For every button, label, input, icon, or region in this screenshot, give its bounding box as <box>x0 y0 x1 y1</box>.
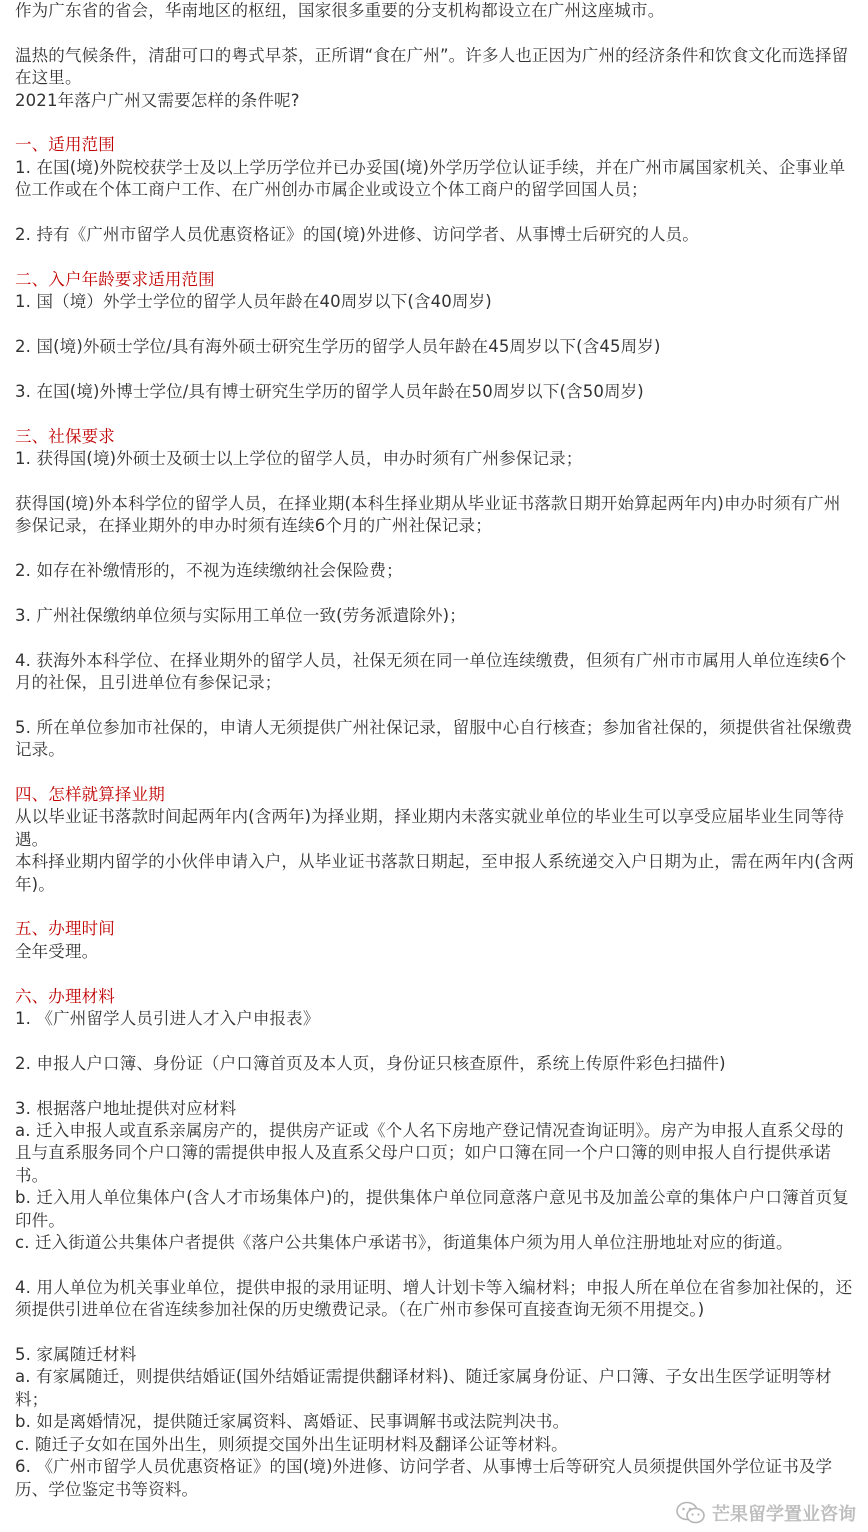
blank-line <box>15 1030 855 1052</box>
paragraph: 本科择业期内留学的小伙伴申请入户，从毕业证书落款日期起，至申报人系统递交入户日期为止，需在两年内(含两年)。 <box>15 852 855 894</box>
paragraph: 温热的气候条件，清甜可口的粤式早茶，正所谓“食在广州”。许多人也正因为广州的经济条件和饮食文化而选择留在这里。 <box>15 45 849 88</box>
paragraph: 获得国(境)外本科学位的留学人员，在择业期(本科生择业期从毕业证书落款日期开始算起两年内)申办时须有广州参保记录，在择业期外的申办时须有连续6个月的广州社保记录； <box>15 493 841 536</box>
paragraph: 2. 如存在补缴情形的，不视为连续缴纳社会保险费； <box>15 561 403 581</box>
paragraph: a. 有家属随迁，则提供结婚证(国外结婚证需提供翻译材料)、随迁家属身份证、户口簿、子女出生医学证明等材料； <box>15 1367 832 1409</box>
paragraph: 5. 所在单位参加市社保的，申请人无须提供广州社保记录，留服中心自行核查；参加省社保的，须提供省社保缴费记录。 <box>15 717 853 760</box>
paragraph: 全年受理。 <box>15 941 99 961</box>
section-heading: 三、社保要求 <box>15 426 115 446</box>
blank-line <box>15 314 855 336</box>
paragraph: 3. 广州社保缴纳单位须与实际用工单位一致(劳务派遣除外)； <box>15 605 466 625</box>
paragraph: 1. 获得国(境)外硕士及硕士以上学位的留学人员，申办时须有广州参保记录； <box>15 449 583 469</box>
section-heading: 一、适用范围 <box>15 135 115 155</box>
blank-line <box>15 1254 855 1276</box>
blank-line <box>15 694 855 716</box>
blank-line <box>15 358 855 380</box>
blank-line <box>15 963 855 985</box>
watermark <box>676 1496 856 1530</box>
paragraph: 2. 申报人户口簿、身份证（户口簿首页及本人页，身份证只核查原件，系统上传原件彩色扫描件) <box>15 1053 726 1073</box>
paragraph: 6. 《广州市留学人员优惠资格证》的国(境)外进修、访问学者、从事博士后等研究人员须提供国外学位证书及学历、学位鉴定书等资料。 <box>15 1457 833 1499</box>
paragraph: a. 迁入申报人或直系亲属房产的，提供房产证或《个人名下房地产登记情况查询证明》。房产为申报人直系父母的且与直系服务同个户口簿的需提供申报人及直系父母户口页；如户口簿在同一个户口簿的则申报人自行提供承诺书。 <box>15 1121 844 1185</box>
paragraph: 4. 获海外本科学位、在择业期外的留学人员，社保无须在同一单位连续缴费，但须有广州市市属用人单位连续6个月的社保，且引进单位有参保记录； <box>15 650 847 693</box>
paragraph: b. 如是离婚情况，提供随迁家属资料、离婚证、民事调解书或法院判决书。 <box>15 1412 570 1432</box>
blank-line <box>15 627 855 649</box>
blank-line <box>15 896 855 918</box>
blank-line <box>15 202 855 224</box>
blank-line <box>15 582 855 604</box>
paragraph: 5. 家属随迁材料 <box>15 1345 137 1365</box>
paragraph: 2. 国(境)外硕士学位/具有海外硕士研究生学历的留学人员年龄在45周岁以下(含45周岁) <box>15 337 661 357</box>
section-heading: 四、怎样就算择业期 <box>15 785 165 805</box>
section-heading: 六、办理材料 <box>15 986 115 1006</box>
blank-line <box>15 112 855 134</box>
paragraph: b. 迁入用人单位集体户(含人才市场集体户)的，提供集体户单位同意落户意见书及加盖公章的集体户户口簿首页复印件。 <box>15 1188 849 1230</box>
article-body <box>15 0 855 1501</box>
blank-line <box>15 22 855 44</box>
blank-line <box>15 1075 855 1097</box>
watermark-text: 芒果留学置业咨询 <box>712 1504 856 1525</box>
paragraph: 2021年落户广州又需要怎样的条件呢? <box>15 90 300 110</box>
blank-line <box>15 1322 855 1344</box>
paragraph: 1. 在国(境)外院校获学士及以上学历学位并已办妥国(境)外学历学位认证手续，并在广州市属国家机关、企事业单位工作或在个体工商户工作、在广州创办市属企业或设立个体工商户的留学回国人员； <box>15 157 846 200</box>
paragraph: 4. 用人单位为机关事业单位，提供申报的录用证明、增人计划卡等入编材料；申报人所在单位在省参加社保的，还须提供引进单位在省连续参加社保的历史缴费记录。（在广州市参保可直接查询无须不用提交。) <box>15 1277 853 1320</box>
blank-line <box>15 470 855 492</box>
paragraph: 2. 持有《广州市留学人员优惠资格证》的国(境)外进修、访问学者、从事博士后研究的人员。 <box>15 225 699 245</box>
blank-line <box>15 762 855 784</box>
section-heading: 五、办理时间 <box>15 919 115 939</box>
paragraph: 3. 在国(境)外博士学位/具有博士研究生学历的留学人员年龄在50周岁以下(含50周岁) <box>15 381 644 401</box>
paragraph: c. 迁入街道公共集体户者提供《落户公共集体户承诺书》，街道集体户须为用人单位注册地址对应的街道。 <box>15 1233 793 1253</box>
paragraph: 1. 国（境）外学士学位的留学人员年龄在40周岁以下(含40周岁) <box>15 292 492 312</box>
paragraph: 作为广东省的省会，华南地区的枢纽，国家很多重要的分支机构都设立在广州这座城市。 <box>15 1 665 20</box>
paragraph: 从以毕业证书落款时间起两年内(含两年)为择业期，择业期内未落实就业单位的毕业生可以享受应届毕业生同等待遇。 <box>15 807 845 849</box>
blank-line <box>15 403 855 425</box>
blank-line <box>15 246 855 268</box>
paragraph: 3. 根据落户地址提供对应材料 <box>15 1098 237 1118</box>
paragraph: 1. 《广州留学人员引进人才入户申报表》 <box>15 1009 320 1029</box>
wechat-icon <box>676 1500 706 1526</box>
paragraph: c. 随迁子女如在国外出生，则须提交国外出生证明材料及翻译公证等材料。 <box>15 1434 568 1454</box>
blank-line <box>15 538 855 560</box>
section-heading: 二、入户年龄要求适用范围 <box>15 269 215 289</box>
